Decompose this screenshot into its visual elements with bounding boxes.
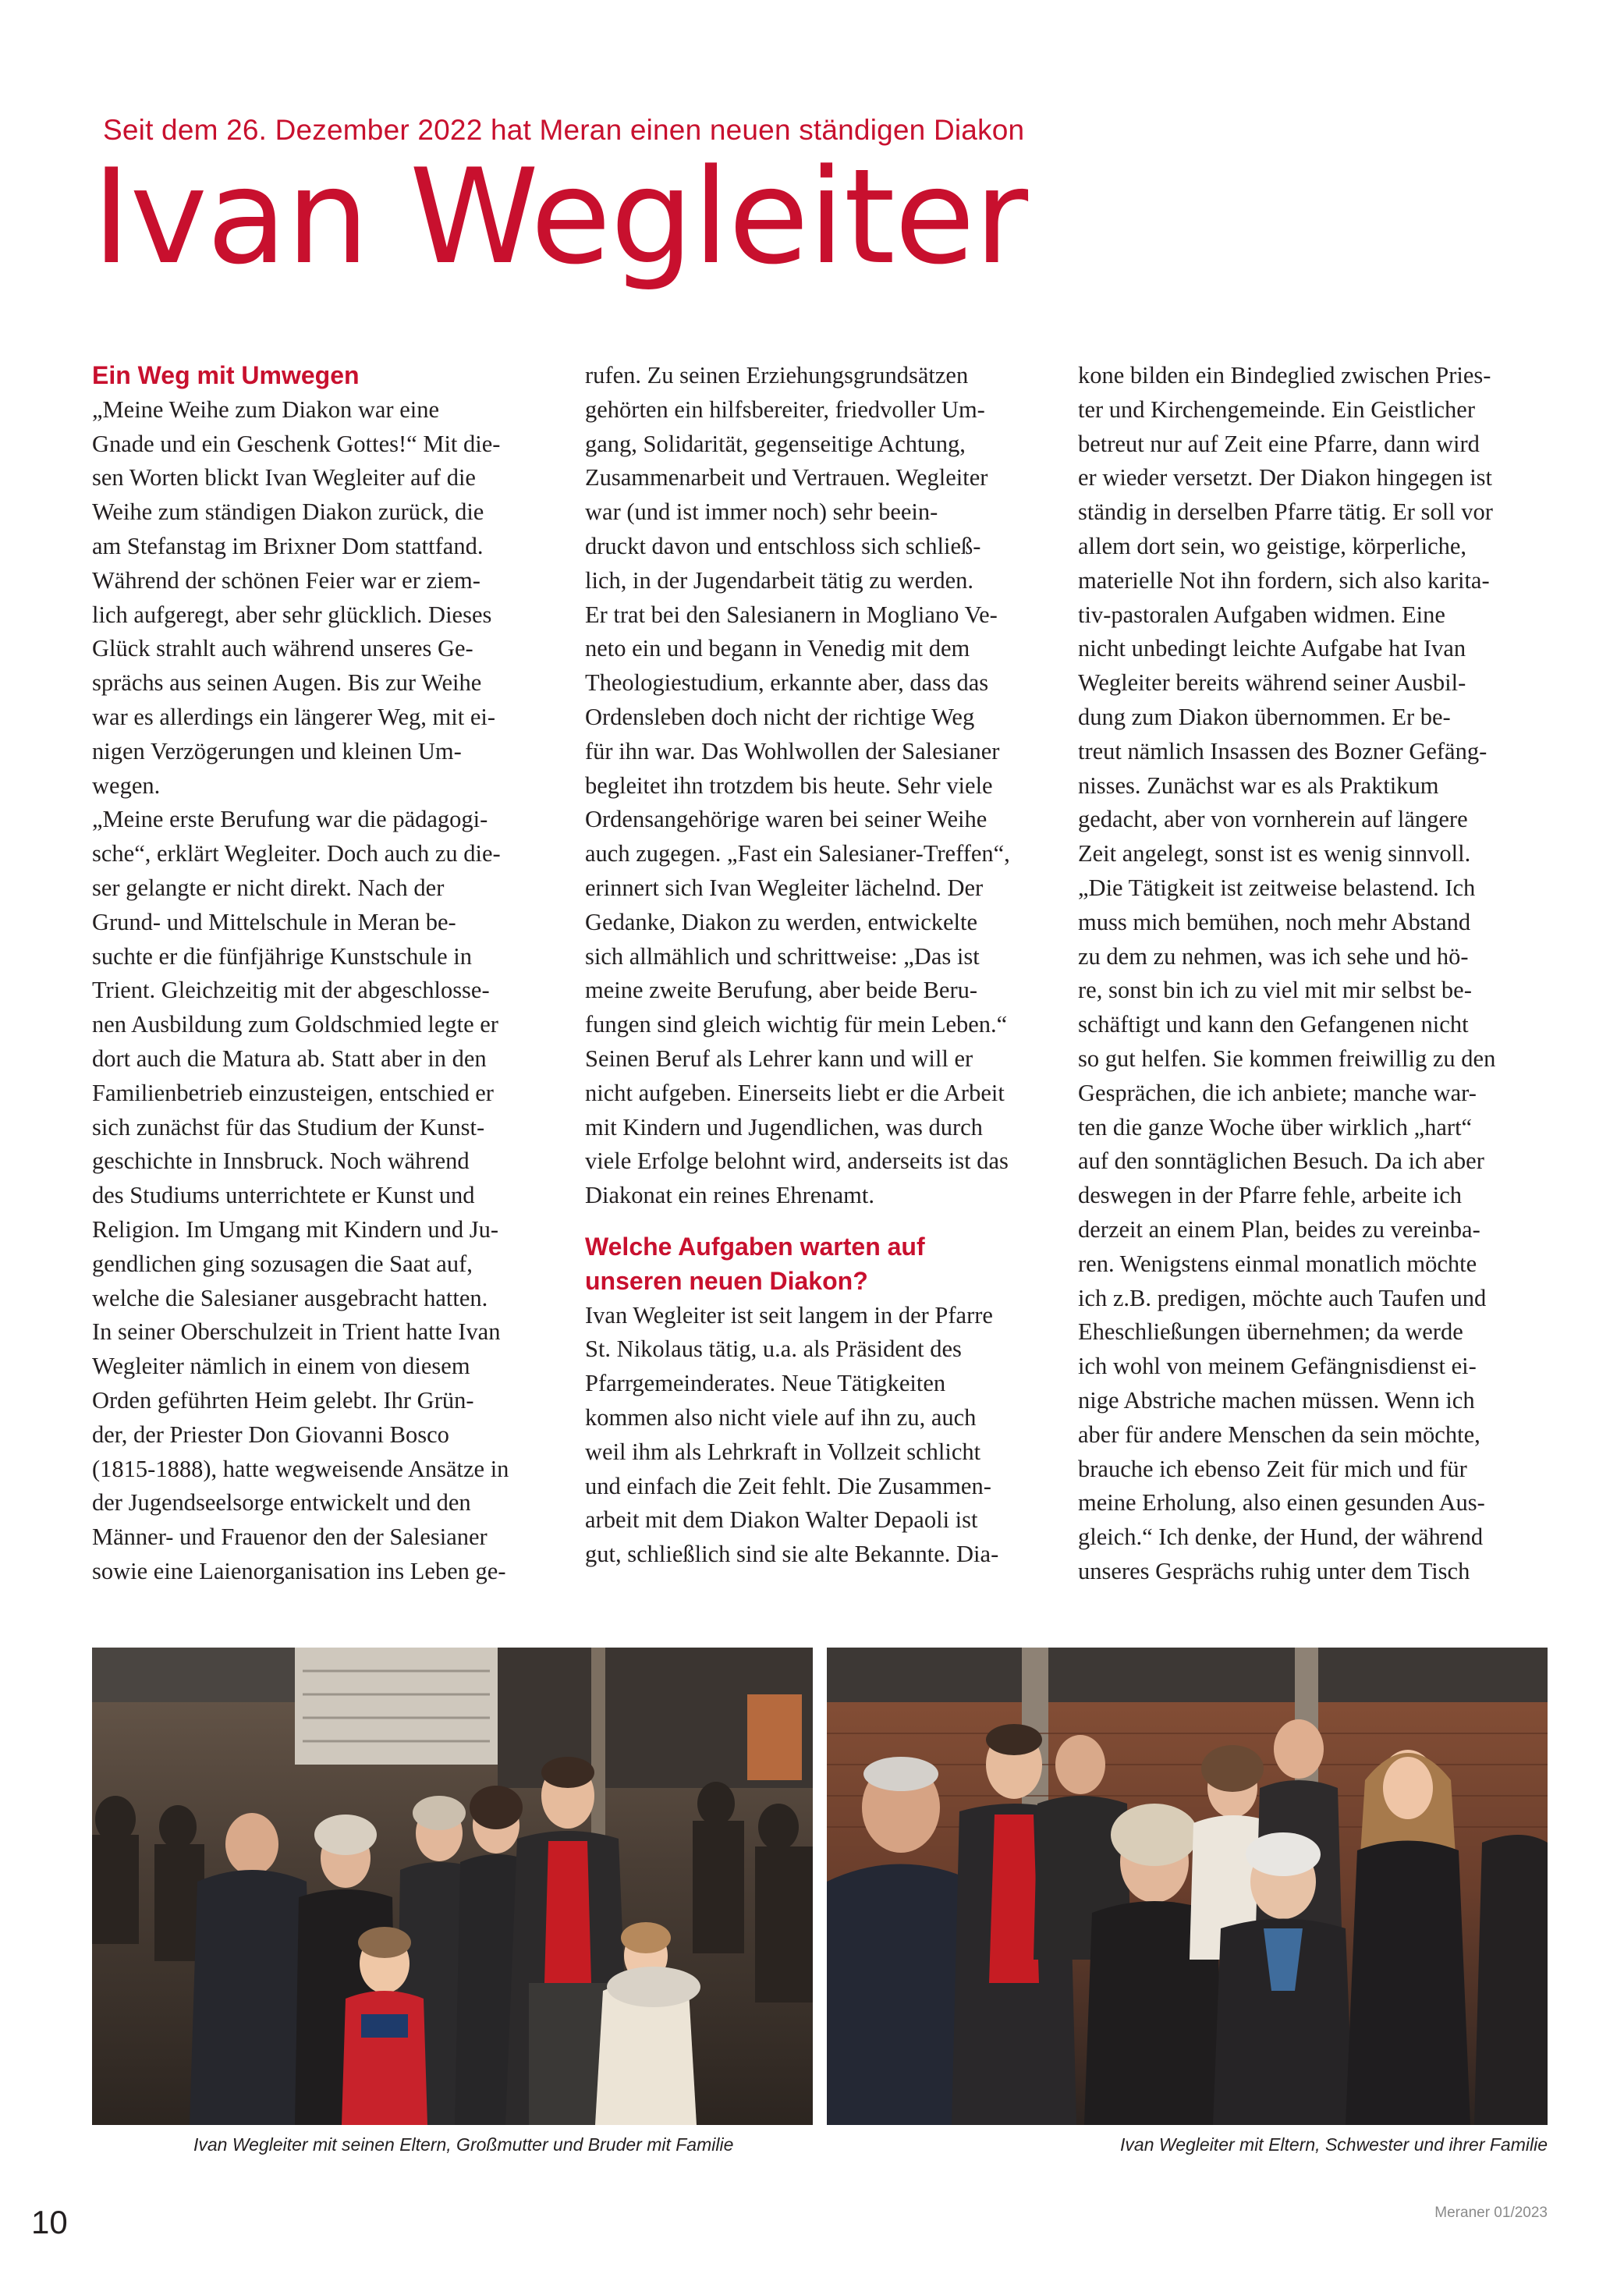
body-text-line: der, der Priester Don Giovanni Bosco xyxy=(92,1421,449,1448)
photo-caption-left: Ivan Wegleiter mit seinen Eltern, Großmutter und Bruder mit Familie xyxy=(193,2134,734,2155)
body-text-line: Religion. Im Umgang mit Kindern und Ju- xyxy=(92,1215,498,1243)
body-text-line: mit Kindern und Jugendlichen, was durch xyxy=(585,1113,983,1140)
body-text-line: treut nämlich Insassen des Bozner Gefäng- xyxy=(1078,737,1487,764)
body-text-line: gang, Solidarität, gegenseitige Achtung, xyxy=(585,430,966,457)
body-text-line: lich, in der Jugendarbeit tätig zu werden. xyxy=(585,566,973,594)
photo-family-right xyxy=(827,1648,1548,2125)
body-text-line: „Die Tätigkeit ist zeitweise belastend. Ich xyxy=(1078,874,1476,901)
body-text-line: gehörten ein hilfsbereiter, friedvoller Um- xyxy=(585,396,985,423)
body-text-line: Gesprächen, die ich anbiete; manche war- xyxy=(1078,1079,1477,1106)
body-text-line: ten die ganze Woche über wirklich „hart“ xyxy=(1078,1113,1473,1140)
page-number: 10 xyxy=(31,2204,68,2240)
body-text-line: In seiner Oberschulzeit in Trient hatte Ivan xyxy=(92,1318,501,1346)
body-text-line: tiv-pastoralen Aufgaben widmen. Eine xyxy=(1078,601,1445,628)
body-text-line: ständig in derselben Pfarre tätig. Er soll vor xyxy=(1078,498,1493,526)
body-text-line: für ihn war. Das Wohlwollen der Salesianer xyxy=(585,737,1000,764)
body-text-line: deswegen in der Pfarre fehle, arbeite ich xyxy=(1078,1182,1462,1209)
body-text-line: sprächs aus seinen Augen. Bis zur Weihe xyxy=(92,669,482,697)
body-text-line: nisses. Zunächst war es als Praktikum xyxy=(1078,772,1439,799)
body-text-line: Grund- und Mittelschule in Meran be- xyxy=(92,908,456,935)
body-text-line: nen Ausbildung zum Goldschmied legte er xyxy=(92,1011,498,1038)
text-column-1 xyxy=(92,359,552,1589)
body-text-line: unseres Gesprächs ruhig unter dem Tisch xyxy=(1078,1557,1470,1584)
body-text-line: ren. Wenigstens einmal monatlich möchte xyxy=(1078,1250,1477,1277)
body-text-line: muss mich bemühen, noch mehr Abstand xyxy=(1078,908,1471,935)
body-text-line: erinnert sich Ivan Wegleiter lächelnd. Der xyxy=(585,874,984,901)
body-text-line: St. Nikolaus tätig, u.a. als Präsident des xyxy=(585,1336,962,1363)
body-text-line: gut, schließlich sind sie alte Bekannte. Dia- xyxy=(585,1541,999,1568)
article-title: Ivan Wegleiter xyxy=(92,140,1028,293)
body-text-line: Weihe zum ständigen Diakon zurück, die xyxy=(92,498,484,526)
body-text-line: auch zugegen. „Fast ein Salesianer-Treffen“, xyxy=(585,840,1010,867)
body-text-line: zu dem zu nehmen, was ich sehe und hö- xyxy=(1078,942,1469,970)
body-text-line: schäftigt und kann den Gefangenen nicht xyxy=(1078,1011,1469,1038)
body-text-line: sen Worten blickt Ivan Wegleiter auf die xyxy=(92,464,476,491)
body-text-line: Gnade und ein Geschenk Gottes!“ Mit die- xyxy=(92,430,501,457)
body-text-line: Familienbetrieb einzusteigen, entschied er xyxy=(92,1079,494,1106)
body-text-line: Wegleiter bereits während seiner Ausbil- xyxy=(1078,669,1466,697)
body-text-line: Trient. Gleichzeitig mit der abgeschlosse- xyxy=(92,977,490,1004)
body-text-line: Männer- und Frauenor den der Salesianer xyxy=(92,1524,488,1551)
body-text-line: welche die Salesianer ausgebracht hatten. xyxy=(92,1284,488,1311)
body-text-line: Ordensleben doch nicht der richtige Weg xyxy=(585,703,975,730)
section-heading: unseren neuen Diakon? xyxy=(585,1266,868,1295)
body-text-line: gleich.“ Ich denke, der Hund, der während xyxy=(1078,1524,1484,1551)
body-text-line: des Studiums unterrichtete er Kunst und xyxy=(92,1182,475,1209)
article-kicker: Seit dem 26. Dezember 2022 hat Meran einen neuen ständigen Diakon xyxy=(103,114,1025,146)
body-text-line: re, sonst bin ich zu viel mit mir selbst be- xyxy=(1078,977,1472,1004)
body-text-line: sich allmählich und schrittweise: „Das ist xyxy=(585,942,980,970)
body-text-line: sche“, erklärt Wegleiter. Doch auch zu die- xyxy=(92,840,501,867)
body-text-line: lich aufgeregt, aber sehr glücklich. Dieses xyxy=(92,601,492,628)
body-text-line: Seinen Beruf als Lehrer kann und will er xyxy=(585,1045,973,1072)
body-text-line: rufen. Zu seinen Erziehungsgrundsätzen xyxy=(585,362,969,388)
body-text-line: betreut nur auf Zeit eine Pfarre, dann wird xyxy=(1078,430,1480,457)
body-text-line: allem dort sein, wo geistige, körperliche, xyxy=(1078,532,1467,559)
body-text-line: Glück strahlt auch während unseres Ge- xyxy=(92,635,473,662)
body-text-line: suchte er die fünfjährige Kunstschule in xyxy=(92,942,473,970)
body-text-line: dort auch die Matura ab. Statt aber in den xyxy=(92,1045,487,1072)
body-text-line: sich zunächst für das Studium der Kunst- xyxy=(92,1113,485,1140)
section-heading: Ein Weg mit Umwegen xyxy=(92,361,360,389)
body-text-line: geschichte in Innsbruck. Noch während xyxy=(92,1148,470,1175)
body-text-line: meine Erholung, also einen gesunden Aus- xyxy=(1078,1489,1485,1517)
body-text-line: kone bilden ein Bindeglied zwischen Pries- xyxy=(1078,362,1491,388)
body-text-line: Diakonat ein reines Ehrenamt. xyxy=(585,1182,874,1209)
text-column-3 xyxy=(1078,359,1538,1589)
body-text-line: so gut helfen. Sie kommen freiwillig zu den xyxy=(1078,1045,1496,1072)
body-text-line: meine zweite Berufung, aber beide Beru- xyxy=(585,977,978,1004)
body-text-line: Eheschließungen übernehmen; da werde xyxy=(1078,1318,1463,1346)
body-text-line: ich wohl von meinem Gefängnisdienst ei- xyxy=(1078,1353,1477,1380)
body-text-line: druckt davon und entschloss sich schließ- xyxy=(585,532,981,559)
body-text-line: gedacht, aber von vornherein auf längere xyxy=(1078,806,1468,833)
text-column-2 xyxy=(585,359,1045,1572)
body-text-line: derzeit an einem Plan, beides zu vereinba- xyxy=(1078,1215,1480,1243)
body-text-line: Er trat bei den Salesianern in Mogliano Ve- xyxy=(585,601,998,628)
body-text-line: wegen. xyxy=(92,772,161,799)
body-text-line: ter und Kirchengemeinde. Ein Geistlicher xyxy=(1078,396,1475,423)
photo-family-right-image xyxy=(827,1648,1548,2125)
body-text-line: am Stefanstag im Brixner Dom stattfand. xyxy=(92,532,484,559)
body-text-line: begleitet ihn trotzdem bis heute. Sehr viele xyxy=(585,772,993,799)
body-text-line: ich z.B. predigen, möchte auch Taufen und xyxy=(1078,1284,1487,1311)
body-text-line: Orden geführten Heim gelebt. Ihr Grün- xyxy=(92,1386,474,1414)
body-text-line: ser gelangte er nicht direkt. Nach der xyxy=(92,874,445,901)
body-text-line: und einfach die Zeit fehlt. Die Zusammen- xyxy=(585,1472,991,1499)
body-text-line: Während der schönen Feier war er ziem- xyxy=(92,566,480,594)
photo-family-left-image xyxy=(92,1648,813,2125)
body-text-line: Wegleiter nämlich in einem von diesem xyxy=(92,1353,470,1380)
body-text-line: Ivan Wegleiter ist seit langem in der Pfarre xyxy=(585,1301,993,1329)
body-text-line: arbeit mit dem Diakon Walter Depaoli ist xyxy=(585,1506,978,1534)
body-text-line: Ordensangehörige waren bei seiner Weihe xyxy=(585,806,988,833)
body-text-line: aber für andere Menschen da sein möchte, xyxy=(1078,1421,1480,1448)
body-text-line: war es allerdings ein längerer Weg, mit ei- xyxy=(92,703,495,730)
body-text-line: nigen Verzögerungen und kleinen Um- xyxy=(92,737,462,764)
body-text-line: er wieder versetzt. Der Diakon hingegen ist xyxy=(1078,464,1493,491)
body-text-line: nicht unbedingt leichte Aufgabe hat Ivan xyxy=(1078,635,1466,662)
body-text-line: weil ihm als Lehrkraft in Vollzeit schlicht xyxy=(585,1438,981,1465)
body-text-line: „Meine erste Berufung war die pädagogi- xyxy=(92,806,488,833)
body-text-line: materielle Not ihn fordern, sich also karita- xyxy=(1078,566,1490,594)
body-text-line: neto ein und begann in Venedig mit dem xyxy=(585,635,970,662)
body-text-line: (1815-1888), hatte wegweisende Ansätze in xyxy=(92,1455,509,1482)
body-text-line: der Jugendseelsorge entwickelt und den xyxy=(92,1489,471,1517)
body-text-line: auf den sonntäglichen Besuch. Da ich aber xyxy=(1078,1148,1484,1175)
body-text-line: Zeit angelegt, sonst ist es wenig sinnvoll. xyxy=(1078,840,1471,867)
body-text-line: kommen also nicht viele auf ihn zu, auch xyxy=(585,1403,977,1431)
body-text-line: nige Abstriche machen müssen. Wenn ich xyxy=(1078,1386,1475,1414)
body-text-line: Gedanke, Diakon zu werden, entwickelte xyxy=(585,908,978,935)
body-text-line: brauche ich ebenso Zeit für mich und für xyxy=(1078,1455,1467,1482)
section-heading: Welche Aufgaben warten auf xyxy=(585,1232,925,1261)
issue-label: Meraner 01/2023 xyxy=(1434,2205,1548,2221)
body-text-line: nicht aufgeben. Einerseits liebt er die Arbeit xyxy=(585,1079,1005,1106)
body-text-line: Pfarrgemeinderates. Neue Tätigkeiten xyxy=(585,1370,946,1397)
body-text-line: dung zum Diakon übernommen. Er be- xyxy=(1078,703,1451,730)
body-text-line: „Meine Weihe zum Diakon war eine xyxy=(92,396,439,423)
body-text-line: fungen sind gleich wichtig für mein Leben.“ xyxy=(585,1011,1008,1038)
body-text-line: viele Erfolge belohnt wird, anderseits ist das xyxy=(585,1148,1009,1175)
body-text-line: Zusammenarbeit und Vertrauen. Wegleiter xyxy=(585,464,988,491)
photo-caption-right: Ivan Wegleiter mit Eltern, Schwester und ihrer Familie xyxy=(1120,2134,1548,2155)
body-text-line: gendlichen ging sozusagen die Saat auf, xyxy=(92,1250,473,1277)
body-text-line: Theologiestudium, erkannte aber, dass das xyxy=(585,669,989,697)
body-text-line: war (und ist immer noch) sehr beein- xyxy=(585,498,938,526)
body-text-line: sowie eine Laienorganisation ins Leben ge- xyxy=(92,1557,506,1584)
photo-family-left xyxy=(92,1648,813,2125)
